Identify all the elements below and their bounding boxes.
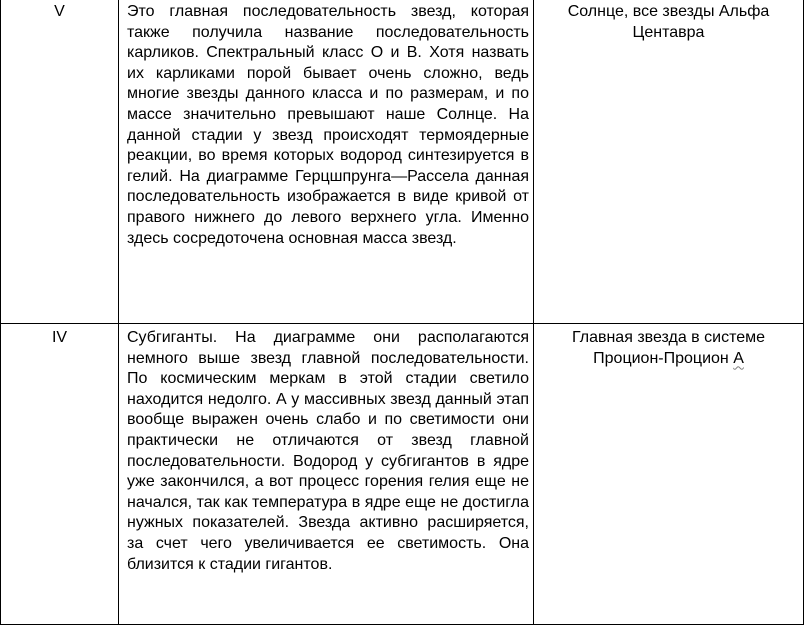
- luminosity-class-cell: IV: [1, 324, 119, 625]
- table-row: [1, 324, 804, 625]
- table-row: [1, 0, 804, 324]
- description-cell: Субгиганты. На диаграмме они располагаются немного выше звезд главной последовательности. По космическим меркам в этой стадии светило находится недолго. А у массивных звезд данный этап вообще выражен очень слабо и по светимости они практически не отличаются от звезд главной последовательности. Водород у субгигантов в ядре уже закончился, а вот процесс горения гелия еще не начался, так как температура в ядре еще не достигла нужных показателей. Звезда активно расширяется, за счет чего увеличивается ее светимость. Она близится к стадии гигантов.: [119, 324, 534, 625]
- examples-text: Главная звезда в системе Процион-Процион: [571, 329, 766, 367]
- description-cell: Это главная последовательность звезд, которая также получила название последовательность карликов. Спектральный класс О и В. Хотя назвать их карликами порой бывает очень сложно, ведь многие звезды данного класса и по размерам, и по массе значительно превышают наше Солнце. На данной стадии у звезд происходят термоядерные реакции, во время которых водород синтезируется в гелий. На диаграмме Герцшпрунга—Рассела данная последовательность изображается в виде кривой от правого нижнего до левого верхнего угла. Именно здесь сосредоточена основная масса звезд.: [119, 0, 534, 324]
- examples-cell: [534, 324, 804, 625]
- examples-cell: Солнце, все звезды Альфа Центавра: [534, 0, 804, 324]
- luminosity-class-cell: V: [1, 0, 119, 324]
- spellcheck-marked-word: А: [733, 349, 744, 367]
